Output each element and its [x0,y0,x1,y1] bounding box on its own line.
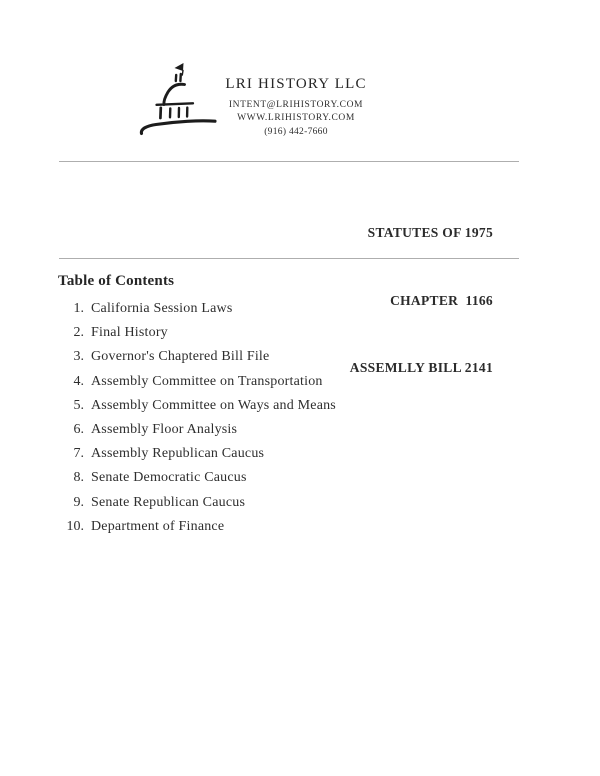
company-email: INTENT@LRIHISTORY.COM [228,100,364,110]
assembly-bill-line: ASSEMLLY BILL 2141 [349,360,493,375]
top-divider [59,161,519,162]
statutes-line: STATUTES OF 1975 [367,225,493,240]
toc-item [58,470,518,494]
toc-item-number: 9. [73,494,84,510]
toc-item [58,301,518,325]
toc-item-number: 1. [73,301,84,316]
toc-item [58,446,518,470]
toc-list [58,301,518,543]
toc-item [58,422,518,446]
company-website: WWW.LRIHISTORY.COM [237,113,355,123]
toc-item-number: 4. [73,373,84,389]
toc-item-number: 3. [73,349,84,365]
chapter-line: CHAPTER 1166 [390,292,493,308]
toc-item-label: Assembly Committee on Transportation [91,373,323,389]
toc-item-label: Assembly Floor Analysis [91,421,238,437]
toc-item-number: 2. [73,325,84,341]
toc-item [58,495,518,519]
toc-item-label: Department of Finance [91,518,225,534]
toc-item-label: Assembly Committee on Ways and Means [91,397,336,413]
toc-item-number: 5. [73,397,84,413]
company-phone: (916) 442-7660 [264,126,328,137]
toc-item-label: Final History [91,325,168,341]
toc-item [58,325,518,349]
toc-item-label: California Session Laws [91,301,233,316]
toc-item [58,398,518,422]
toc-item-label: Senate Democratic Caucus [91,470,247,486]
toc-item-label: Senate Republican Caucus [91,494,246,510]
toc-title: Table of Contents [58,273,175,289]
toc-item [58,374,518,398]
toc-item [58,519,518,543]
toc-item-number: 7. [73,446,84,462]
toc-item-number: 8. [73,470,84,486]
toc-item-number: 6. [73,421,84,437]
bottom-divider [59,258,519,259]
toc-item-label: Governor's Chaptered Bill File [91,349,270,365]
toc-item-label: Assembly Republican Caucus [91,446,265,462]
toc-item [58,349,518,373]
company-name: LRI HISTORY LLC [225,76,367,92]
toc-item-number: 10. [66,518,84,534]
